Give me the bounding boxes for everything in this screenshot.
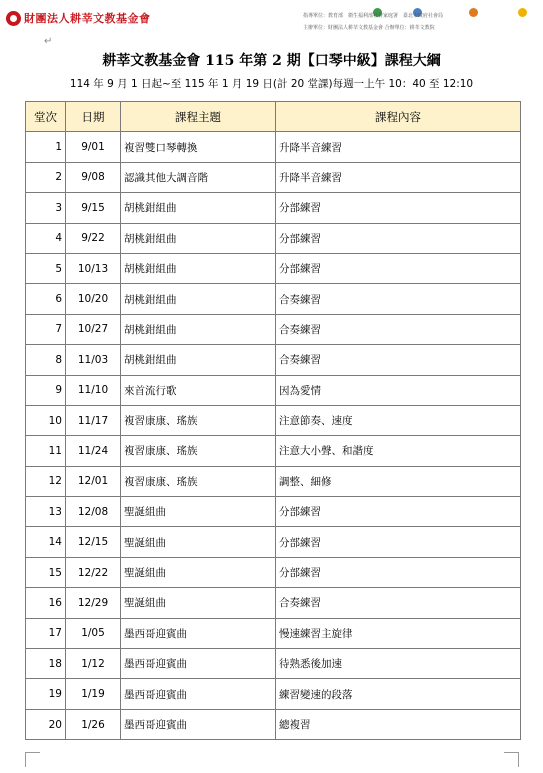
session-topic-text: 墨西哥迎賓曲 [124,627,187,640]
session-content [276,588,521,618]
session-topic-text: 胡桃鉗組曲 [124,263,177,276]
session-number [26,314,66,344]
session-content-text: 升降半音練習 [279,141,342,154]
table-row [26,497,521,527]
session-date [66,193,121,223]
table-row [26,557,521,587]
session-number [26,588,66,618]
session-number-text: 13 [48,505,62,518]
session-topic [121,557,276,587]
session-topic [121,497,276,527]
sponsor-block [273,8,533,34]
session-number [26,223,66,253]
session-topic [121,709,276,739]
session-content [276,284,521,314]
session-topic-text: 聖誕組曲 [124,597,166,610]
header-topic: 課程主題 [121,102,276,132]
session-content [276,405,521,435]
session-topic-text: 複習康康、瑤族 [124,475,198,488]
session-date-text: 9/22 [81,232,105,245]
table-row [26,162,521,192]
session-date-text: 10/13 [77,262,109,275]
session-date [66,527,121,557]
session-number [26,193,66,223]
foundation-name: 財團法人耕莘文教基金會 [24,12,151,25]
table-row [26,193,521,223]
session-content [276,253,521,283]
session-topic-text: 聖誕組曲 [124,536,166,549]
session-number [26,132,66,162]
session-topic-text: 胡桃鉗組曲 [124,354,177,367]
session-topic-text: 墨西哥迎賓曲 [124,658,187,671]
session-topic [121,284,276,314]
session-topic-text: 聖誕組曲 [124,567,166,580]
session-date [66,557,121,587]
crop-mark-bottom-right [504,752,519,767]
session-number-text: 9 [55,384,62,397]
session-number [26,375,66,405]
session-date-text: 1/19 [81,688,105,701]
session-content-text: 慢速練習主旋律 [279,627,353,640]
session-number-text: 16 [48,596,62,609]
session-date [66,497,121,527]
session-number-text: 12 [48,475,62,488]
session-date-text: 1/05 [81,627,105,640]
session-content [276,618,521,648]
session-number [26,649,66,679]
session-date-text: 12/29 [77,596,109,609]
session-content [276,436,521,466]
session-content [276,679,521,709]
table-row [26,436,521,466]
session-number [26,497,66,527]
session-number [26,345,66,375]
session-date [66,284,121,314]
session-date-text: 10/20 [77,293,109,306]
session-date-text: 9/15 [81,201,105,214]
session-number [26,618,66,648]
session-content-text: 合奏練習 [279,597,321,610]
session-date [66,253,121,283]
session-date-text: 11/03 [77,353,109,366]
paragraph-mark: ↵ [44,36,53,47]
session-topic-text: 胡桃鉗組曲 [124,323,177,336]
session-number-text: 3 [55,201,62,214]
session-number-text: 20 [48,718,62,731]
session-date-text: 11/10 [77,384,109,397]
session-date [66,588,121,618]
session-date-text: 12/15 [77,536,109,549]
session-date [66,709,121,739]
session-number-text: 11 [48,444,62,457]
session-date [66,132,121,162]
session-content-text: 分部練習 [279,263,321,276]
session-topic [121,588,276,618]
session-number [26,709,66,739]
session-content [276,709,521,739]
session-topic-text: 墨西哥迎賓曲 [124,719,187,731]
session-topic [121,405,276,435]
table-row [26,466,521,496]
session-topic [121,649,276,679]
session-topic [121,375,276,405]
table-row [26,405,521,435]
session-content [276,314,521,344]
session-content-text: 因為愛情 [279,384,321,397]
cultural-institute-icon [518,8,527,17]
crop-mark-bottom-left [25,752,40,767]
session-number [26,405,66,435]
session-content [276,132,521,162]
session-number [26,557,66,587]
session-number [26,527,66,557]
session-content [276,527,521,557]
session-date [66,223,121,253]
foundation-logo [6,10,151,26]
session-number-text: 1 [55,141,62,154]
session-content-text: 分部練習 [279,536,321,549]
session-date [66,436,121,466]
session-number [26,162,66,192]
session-content-text: 分部練習 [279,567,321,580]
table-row [26,527,521,557]
session-number-text: 15 [48,566,62,579]
session-date [66,375,121,405]
session-date [66,345,121,375]
table-row [26,345,521,375]
session-content-text: 合奏練習 [279,293,321,306]
session-content-text: 分部練習 [279,202,321,215]
session-number-text: 10 [48,414,62,427]
session-topic [121,253,276,283]
session-topic-text: 胡桃鉗組曲 [124,232,177,245]
table-row [26,284,521,314]
session-date [66,618,121,648]
session-content-text: 待熟悉後加速 [279,658,342,671]
session-number [26,466,66,496]
session-content-text: 注意大小聲、和諧度 [279,445,374,458]
session-content-text: 合奏練習 [279,354,321,367]
session-content [276,375,521,405]
session-date [66,405,121,435]
session-topic [121,223,276,253]
header-date: 日期 [66,102,121,132]
session-date-text: 12/08 [77,505,109,518]
table-row [26,253,521,283]
foundation-emblem-icon [6,11,21,26]
session-topic [121,193,276,223]
session-date [66,649,121,679]
session-date [66,466,121,496]
table-row [26,375,521,405]
session-number-text: 19 [48,688,62,701]
session-topic-text: 複習雙口琴轉換 [124,141,198,154]
session-number [26,436,66,466]
session-topic-text: 來首流行歌 [124,384,177,397]
session-number-text: 6 [55,293,62,306]
letterhead [0,0,543,40]
session-content-text: 調整、細修 [279,475,332,488]
session-number-text: 2 [55,171,62,184]
session-date-text: 11/24 [77,444,109,457]
table-row [26,132,521,162]
session-topic-text: 胡桃鉗組曲 [124,202,177,215]
session-date-text: 9/01 [81,141,105,154]
session-date-text: 10/27 [77,323,109,336]
session-content [276,193,521,223]
header-session: 堂次 [26,102,66,132]
table-row [26,679,521,709]
session-date [66,679,121,709]
document-title: 耕莘文教基金會 115 年第 2 期【口琴中級】課程大綱 [102,53,441,69]
session-number-text: 5 [55,262,62,275]
session-content-text: 總複習 [279,719,311,731]
session-content-text: 升降半音練習 [279,171,342,184]
session-topic [121,679,276,709]
table-row [26,588,521,618]
course-schedule-subtitle: 114 年 9 月 1 日起~至 115 年 1 月 19 日(計 20 堂課)每週一上午 10：40 至 12:10 [69,78,474,90]
session-topic [121,618,276,648]
session-content [276,223,521,253]
session-number-text: 18 [48,657,62,670]
session-number [26,253,66,283]
session-content-text: 合奏練習 [279,323,321,336]
session-content [276,557,521,587]
session-topic [121,345,276,375]
session-content [276,649,521,679]
session-number [26,284,66,314]
session-topic [121,162,276,192]
session-content [276,345,521,375]
session-topic-text: 墨西哥迎賓曲 [124,688,187,701]
sponsor-line-organizer: 主辦單位：財團法人耕莘文教基金會 合辦單位：耕莘文教院 [303,25,435,31]
table-row [26,618,521,648]
session-content [276,466,521,496]
session-topic [121,527,276,557]
table-row [26,314,521,344]
session-topic [121,466,276,496]
session-content [276,162,521,192]
session-date [66,314,121,344]
course-outline-table [25,101,521,740]
session-content [276,497,521,527]
table-row [26,709,521,739]
table-header-row [26,102,521,132]
session-topic [121,132,276,162]
session-number-text: 8 [55,353,62,366]
session-number-text: 14 [48,536,62,549]
session-date-text: 1/26 [81,718,105,731]
session-date-text: 12/01 [77,475,109,488]
session-topic-text: 認識其他大調音階 [124,171,208,184]
header-content: 課程內容 [276,102,521,132]
session-date-text: 1/12 [81,657,105,670]
session-date [66,162,121,192]
session-content-text: 練習變速的段落 [279,688,353,701]
session-content-text: 分部練習 [279,232,321,245]
session-number-text: 4 [55,232,62,245]
session-content-text: 注意節奏、速度 [279,415,353,428]
session-topic-text: 胡桃鉗組曲 [124,293,177,306]
sponsor-line-guidance: 指導單位：教育部 衛生福利部社會家庭署 臺北市政府社會局 [303,13,444,19]
session-number [26,679,66,709]
table-row [26,649,521,679]
session-date-text: 9/08 [81,171,105,184]
session-topic-text: 複習康康、瑤族 [124,415,198,428]
session-topic [121,314,276,344]
session-topic [121,436,276,466]
session-topic-text: 聖誕組曲 [124,506,166,519]
session-content-text: 分部練習 [279,506,321,519]
session-number-text: 17 [48,627,62,640]
session-date-text: 11/17 [77,414,109,427]
session-date-text: 12/22 [77,566,109,579]
taipei-social-bureau-icon [469,8,478,17]
table-row [26,223,521,253]
session-topic-text: 複習康康、瑤族 [124,445,198,458]
session-number-text: 7 [55,323,62,336]
